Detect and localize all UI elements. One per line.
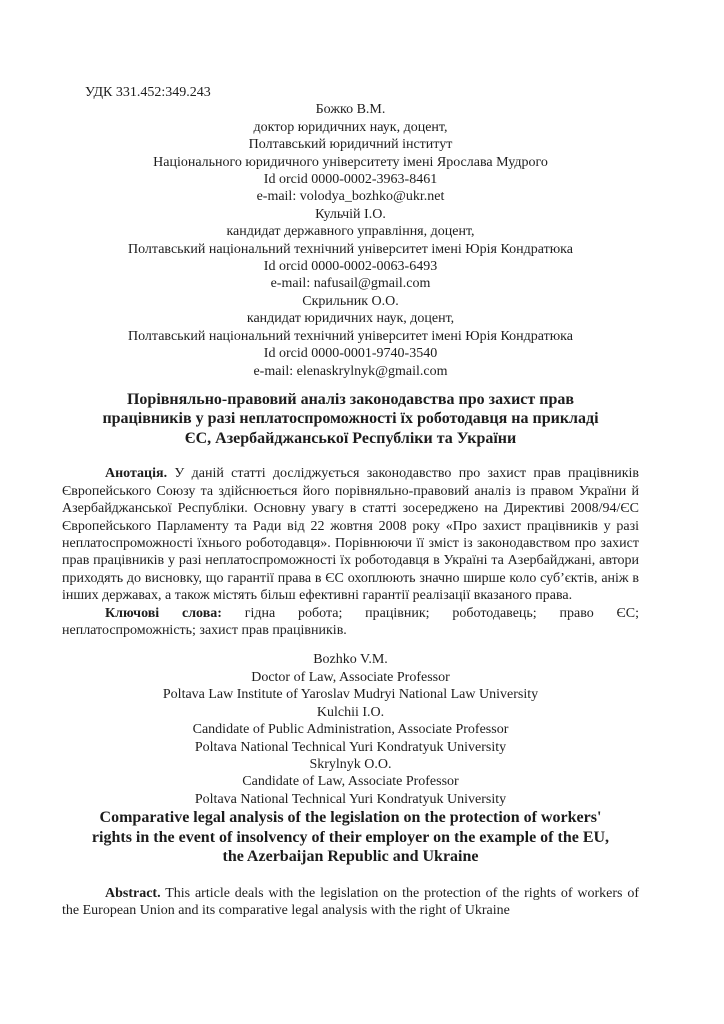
text-line: the Azerbaijan Republic and Ukraine	[222, 848, 479, 866]
text-line: Полтавський національний технічний університет імені Юрія Кондратюка	[128, 328, 573, 344]
keywords-uk	[62, 605, 639, 640]
text-line: Poltava Law Institute of Yaroslav Mudryi National Law University	[162, 687, 539, 703]
author-block-uk	[62, 101, 639, 380]
udc-code: УДК 331.452:349.243	[85, 85, 211, 100]
keywords-uk-text: гідна робота; працівник; роботодавець; право ЄС; неплатоспроможність; захист прав працівників.	[62, 605, 640, 639]
text-line: кандидат державного управління, доцент,	[226, 224, 475, 240]
text-line: rights in the event of insolvency of their employer on the example of the EU,	[91, 828, 610, 846]
article-title-en	[62, 808, 639, 867]
text-line: Скрильник О.О.	[302, 293, 399, 309]
text-line: кандидат юридичних наук, доцент,	[246, 311, 455, 327]
abstract-en-text: This article deals with the legislation on the protection of the rights of workers of the European Union and its comparative legal analysis with the right of Ukraine	[62, 885, 640, 919]
text-line: Національного юридичного університету імені Ярослава Мудрого	[153, 154, 548, 170]
text-line: Кульчій І.О.	[315, 206, 386, 222]
text-line: Id orcid 0000-0002-3963-8461	[263, 172, 438, 188]
text-line: Poltava National Technical Yuri Kondratyuk University	[194, 739, 507, 755]
abstract-en	[62, 885, 639, 920]
text-line: Skrylnyk O.O.	[309, 756, 392, 772]
article-title-uk	[62, 390, 639, 449]
text-line: Poltava National Technical Yuri Kondratyuk University	[194, 791, 507, 807]
abstract-uk	[62, 465, 639, 604]
abstract-uk-label: Анотація.	[105, 466, 168, 482]
text-line: Bozhko V.M.	[313, 652, 388, 668]
text-line: e-mail: elenaskrylnyk@gmail.com	[253, 363, 448, 379]
text-line: Kulchii I.O.	[316, 704, 385, 720]
text-line: доктор юридичних наук, доцент,	[253, 119, 448, 135]
text-line: Полтавський національний технічний університет імені Юрія Кондратюка	[128, 241, 573, 257]
text-line: Id orcid 0000-0001-9740-3540	[263, 346, 438, 362]
text-line: Божко В.М.	[315, 102, 386, 118]
text-line: Id orcid 0000-0002-0063-6493	[263, 259, 438, 275]
text-line: Candidate of Public Administration, Associate Professor	[192, 722, 509, 738]
text-line: працівників у разі неплатоспроможності їх роботодавця на прикладі	[102, 410, 599, 428]
keywords-uk-label: Ключові слова:	[105, 605, 222, 621]
text-line: Candidate of Law, Associate Professor	[242, 774, 459, 790]
text-line: ЄС, Азербайджанської Республіки та України	[184, 429, 517, 447]
text-line: e-mail: nafusail@gmail.com	[270, 276, 431, 292]
text-line: Полтавський юридичний інститут	[248, 137, 453, 153]
text-line: Comparative legal analysis of the legislation on the protection of workers'	[99, 809, 602, 827]
abstract-en-label: Abstract.	[105, 885, 161, 901]
text-line: Порівняльно-правовий аналіз законодавства про захист прав	[126, 390, 575, 408]
author-block-en	[62, 651, 639, 808]
text-line: Doctor of Law, Associate Professor	[251, 669, 450, 685]
text-line: e-mail: volodya_bozhko@ukr.net	[256, 189, 445, 205]
abstract-uk-text: У даній статті досліджується законодавство про захист прав працівників Європейського Союзу та здійснюється його порівняльно-правовий аналіз із правом України й Азербайджанської Республіки. Основну увагу в статті зосереджено на Директиві 2008/94/ЄС Європейського Парламенту та Ради від 22 жовтня 2008 року «Про захист працівників у разі неплатоспроможності їхнього роботодавця». Порівнюючи її зміст із законодавством про захист прав працівників у разі неплатоспроможності їх роботодавця в Україні та Азербайджані, автори приходять до висновку, що гарантії права в ЄС охоплюють значно ширше коло суб’єктів, аніж в інших державах, а також містять більш ефективні гарантії реалізації вказаного права.	[62, 466, 639, 604]
